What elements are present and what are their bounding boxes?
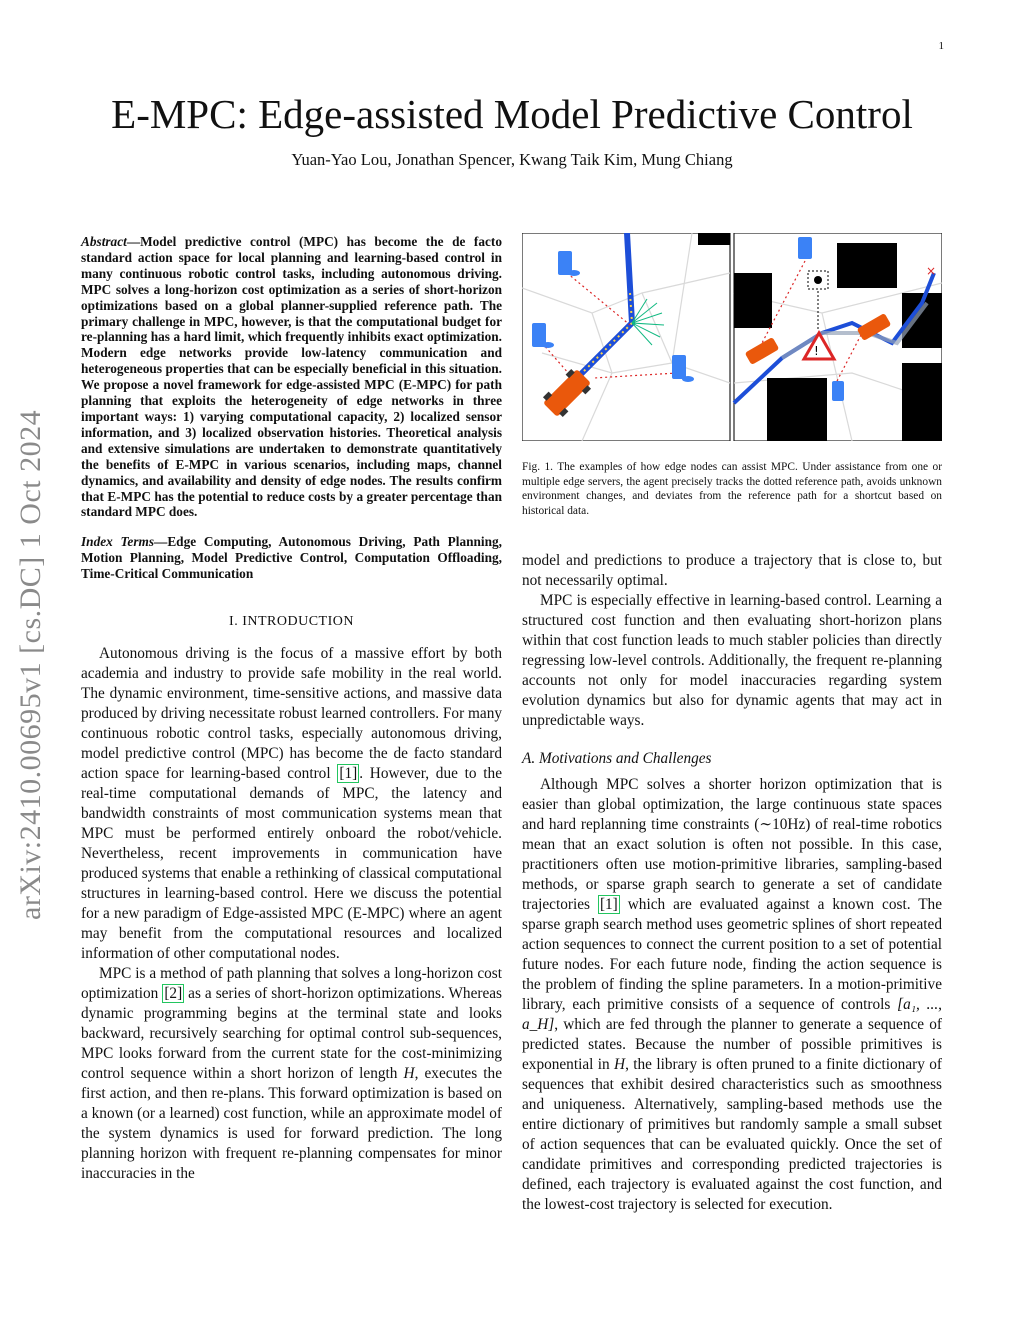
right-column: [522, 551, 942, 1215]
intro-paragraph-2-continued: model and predictions to produce a trajectory that is close to, but not necessarily optimal.: [522, 552, 942, 589]
motivations-paragraph: [522, 775, 942, 1215]
intro-paragraph-3: MPC is especially effective in learning-based control. Learning a structured cost function and then evaluating short-horizon plans within that cost function leads to much stabler policies than directly regressing low-level controls. Additionally, the frequent re-planning accounts not only for model inaccuracies regarding system evolution dynamics but also for dynamic agents that may act in unpredictable ways.: [522, 592, 942, 729]
left-column: [81, 234, 502, 1184]
index-terms-label: Index Terms: [81, 534, 155, 550]
section-heading-introduction: [81, 612, 502, 632]
citation-link[interactable]: [1]: [339, 765, 358, 783]
page-number: 1: [938, 40, 944, 52]
text-run: , which are fed through the planner to generate a sequence of predicted states. Because the number of possible primitives is exponential in: [522, 1016, 942, 1073]
abstract-text: —Model predictive control (MPC) has become the de facto standard action space for local planning and learning-based control in many continuous robotic control tasks, including autonomous driving. MPC solves a long-horizon cost optimization as a series of short-horizon optimizations based on a global planner-supplied reference path. The primary challenge in MPC, however, is that the computational budget for re-planning has a hard limit, which frequently inhibits exact optimization. Modern edge networks provide low-latency communication and heterogeneous properties that can be especially beneficial in this situation. We propose a novel framework for edge-assisted MPC (E-MPC) for path planning that exploits the heterogeneity of edge networks in three important ways: 1) varying computational capacity, 2) localized sensor information, and 3) localized observation histories. Theoretical analysis and extensive simulations are undertaken to demonstrate quantitatively the benefits of E-MPC in various scenarios, including maps, channel dynamics, and availability and density of edge nodes. The results confirm that E-MPC has the potential to reduce costs by a greater percentage than standard MPC does.: [81, 234, 502, 520]
camera-sensor: [808, 271, 828, 289]
figure-1-caption: Fig. 1. The examples of how edge nodes can assist MPC. Under assistance from one or multiple edge servers, the agent precisely tracks the dotted reference path, avoids unknown environment changes, and deviates from the reference path for a shortcut based on historical data.: [522, 461, 942, 517]
index-terms-text: —Edge Computing, Autonomous Driving, Path Planning, Motion Planning, Model Predictive Control, Computation Offloading, Time-Critical Communication: [81, 534, 502, 582]
math-variable: H: [403, 1065, 415, 1083]
text-run: Although MPC solves a shorter horizon optimization that is easier than global optimization, the large continuous state spaces and hard replanning time constraints (∼10Hz) of real-time robotics mean that an exact solution is often not possible. In this case, practitioners often use motion-primitive libraries, sampling-based methods, or sparse graph search to generate a set of candidate trajectories: [522, 776, 942, 913]
index-terms: [81, 534, 502, 582]
text-run: which are evaluated against a known cost. The sparse graph search method uses geometric splines of short repeated action sequences to connect the current position to a set of potential future nodes. For each future node, finding the action sequence is the problem of finding the spline parameters. In a motion-primitive library, each primitive consists of a sequence of controls: [522, 896, 942, 1013]
left-building: [698, 233, 730, 245]
figure-1: [522, 233, 942, 441]
subsection-heading-motivations: A. Motivations and Challenges: [522, 750, 712, 767]
citation-link[interactable]: [2]: [164, 985, 183, 1003]
goal-marker: ×: [926, 264, 937, 278]
text-run: . However, due to the real-time computational demands of MPC, the latency and bandwidth constraints of most communication systems mean that MPC must be performed entirely onboard the robot/vehicle. Nevertheless, recent improvements in communication have produced systems that enable a rethinking of classical computational structures in learning-based control. Here we discuss the potential for a new paradigm of Edge-assisted MPC (E-MPC) where an agent may benefit from the computational resources and localized information of other computational nodes.: [81, 765, 502, 963]
math-variable: H: [614, 1056, 626, 1073]
intro-paragraph-1: [81, 644, 502, 964]
figure-1-illustration: [522, 233, 942, 441]
arxiv-stamp: arXiv:2410.00695v1 [cs.DC] 1 Oct 2024: [14, 409, 47, 920]
abstract-label: Abstract: [81, 234, 127, 249]
section-number: I.: [229, 614, 239, 630]
svg-text:!: !: [814, 344, 819, 358]
section-title: INTRODUCTION: [242, 614, 354, 630]
text-run: as a series of short-horizon optimizations. Whereas dynamic programming begins at the terminal state and looks backward, recursively searching for optimal control sub-sequences, MPC looks forward from the current state for the cost-minimizing control sequence within a short horizon of length: [81, 985, 502, 1083]
paper-title: E-MPC: Edge-assisted Model Predictive Control: [111, 91, 913, 137]
text-run: , executes the first action, and then re-plans. This forward optimization is based on a known (or a learned) cost function, while an approximate model of the system dynamics is used for forward prediction. The long planning horizon with frequent re-planning compensates for minor inaccuracies in the: [81, 1065, 502, 1183]
intro-paragraph-2: [81, 964, 502, 1184]
text-run: , the library is often pruned to a finite dictionary of sequences that exhibit desired characteristics such as smoothness and uniqueness. Alternatively, sampling-based methods use the entire dictionary of primitives but randomly sample a small subset of action sequences that can be evaluated quickly. Once the set of candidate primitives and corresponding predicted trajectories is defined, each trajectory is evaluated against the cost function, and the lowest-cost trajectory is selected for execution.: [522, 1056, 942, 1213]
text-run: Autonomous driving is the focus of a massive effort by both academia and industry to provide safe mobility in the real world. The dynamic environment, time-sensitive actions, and massive data produced by driving necessitate robust learned controllers. For many continuous robotic control tasks, especially autonomous driving, model predictive control (MPC) has become the de facto standard action space for learning-based control: [81, 645, 502, 783]
math-expression: [a₁, ..., a_H]: [522, 996, 942, 1033]
paper-authors: Yuan-Yao Lou, Jonathan Spencer, Kwang Taik Kim, Mung Chiang: [291, 150, 733, 169]
citation-link[interactable]: [1]: [599, 896, 618, 913]
text-run: MPC is a method of path planning that solves a long-horizon cost optimization: [81, 965, 502, 1003]
abstract: [81, 234, 502, 520]
